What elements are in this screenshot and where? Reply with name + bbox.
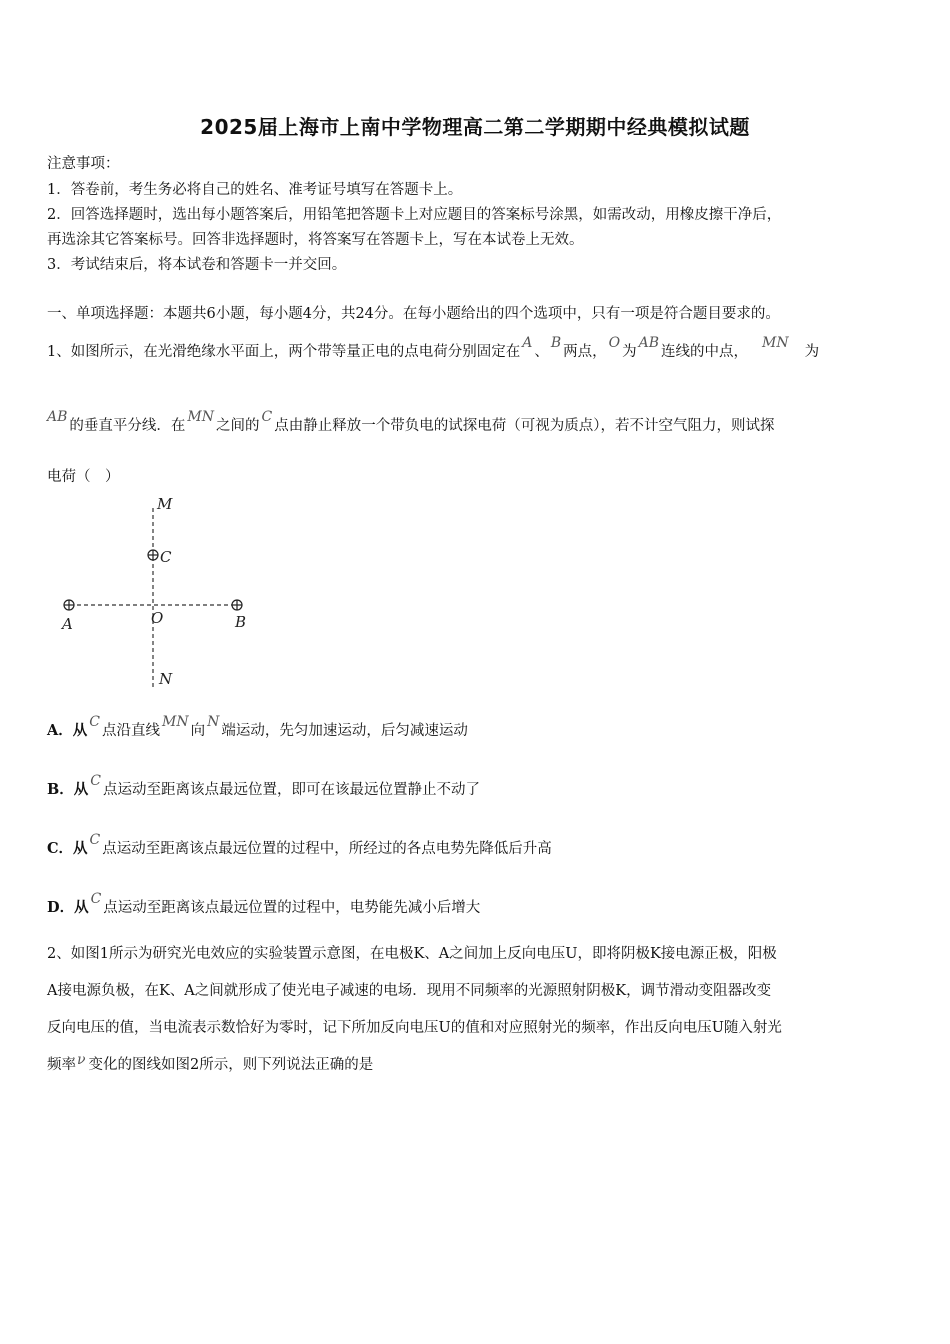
option-d <box>47 891 481 917</box>
label-C: C <box>160 548 172 566</box>
option-c <box>47 832 552 858</box>
symbol-C: C <box>89 714 100 730</box>
option-a-letter: A．从 <box>47 722 88 739</box>
symbol-A: A <box>522 335 533 351</box>
q2-line-1: 2、如图1所示为研究光电效应的实验装置示意图，在电极K、A之间加上反向电压U，即将阴极K接电源正极，阳极 <box>47 946 777 962</box>
label-A: A <box>62 615 73 633</box>
symbol-C: C <box>90 773 101 789</box>
charge-figure <box>50 490 270 695</box>
symbol-MN: MN <box>187 409 214 425</box>
option-b-text: 点运动至距离该点最远位置，即可在该最远位置静止不动了 <box>102 782 480 798</box>
option-a <box>47 714 468 740</box>
symbol-MN: MN <box>161 714 189 730</box>
q2-text: 变化的图线如图2所示，则下列说法正确的是 <box>88 1057 374 1073</box>
symbol-C: C <box>261 409 273 425</box>
notice-item-1: 1．答卷前，考生务必将自己的姓名、准考证号填写在答题卡上。 <box>47 182 463 198</box>
q1-text: 两点， <box>563 344 607 360</box>
symbol-AB: AB <box>638 335 660 351</box>
q1-text: 为 <box>622 344 637 360</box>
notice-item-2a: 2．回答选择题时，选出每小题答案后，用铅笔把答题卡上对应题目的答案标号涂黑，如需改动，用橡皮擦干净后， <box>47 207 782 223</box>
symbol-AB: AB <box>47 409 68 425</box>
charge-b-icon <box>232 600 242 610</box>
notice-item-3: 3．考试结束后，将本试卷和答题卡一并交回。 <box>47 257 347 273</box>
symbol-MN: MN <box>762 335 789 351</box>
q2-text: 频率 <box>47 1057 76 1073</box>
label-B: B <box>235 613 247 631</box>
label-N: N <box>159 670 173 688</box>
section-heading: 一、单项选择题：本题共6小题，每小题4分，共24分。在每小题给出的四个选项中，只有一项是符合题目要求的。 <box>47 306 780 322</box>
symbol-N: N <box>207 714 220 730</box>
option-a-text: 向 <box>190 723 206 739</box>
charge-c-icon <box>148 550 158 560</box>
symbol-C: C <box>90 891 102 907</box>
q2-line-4 <box>47 1053 373 1074</box>
symbol-O: O <box>608 335 621 351</box>
option-b-letter: B．从 <box>47 781 89 798</box>
option-a-text: 点沿直线 <box>101 723 160 739</box>
q1-line-2 <box>47 409 775 435</box>
charge-a-icon <box>64 600 74 610</box>
notice-item-2b: 再选涂其它答案标号。回答非选择题时，将答案写在答题卡上，写在本试卷上无效。 <box>47 232 584 248</box>
label-O: O <box>151 609 164 627</box>
q1-text: 为 <box>804 344 820 360</box>
q2-line-2: A接电源负极，在K、A之间就形成了使光电子减速的电场．现用不同频率的光源照射阴极K，调节滑动变阻器改变 <box>47 983 772 999</box>
q1-text: 之间的 <box>216 418 260 434</box>
q1-text: 1、如图所示，在光滑绝缘水平面上，两个带等量正电的点电荷分别固定在 <box>47 344 521 360</box>
symbol-B: B <box>550 335 562 351</box>
option-a-text: 端运动，先匀加速运动，后匀减速运动 <box>221 723 468 739</box>
option-c-text: 点运动至距离该点最远位置的过程中，所经过的各点电势先降低后升高 <box>102 841 552 857</box>
q1-text: 的垂直平分线．在 <box>69 418 186 434</box>
symbol-C: C <box>89 832 101 848</box>
q2-line-3: 反向电压的值，当电流表示数恰好为零时，记下所加反向电压U的值和对应照射光的频率，作出反向电压U随入射光 <box>47 1020 782 1036</box>
option-d-text: 点运动至距离该点最远位置的过程中，电势能先减小后增大 <box>103 900 481 916</box>
q1-text: 连线的中点， <box>661 344 749 360</box>
q1-line-3: 电荷（ ） <box>47 469 120 485</box>
notice-heading: 注意事项： <box>47 156 120 172</box>
symbol-nu: ν <box>77 1052 86 1068</box>
page-title: 2025届上海市上南中学物理高二第二学期期中经典模拟试题 <box>200 115 750 139</box>
option-c-letter: C．从 <box>47 840 88 857</box>
label-M: M <box>157 495 173 513</box>
option-b <box>47 773 480 799</box>
option-d-letter: D．从 <box>47 899 89 916</box>
q1-sep: 、 <box>534 344 549 360</box>
q1-line-1 <box>47 335 820 361</box>
q1-text: 点由静止释放一个带负电的试探电荷（可视为质点），若不计空气阻力，则试探 <box>274 418 775 434</box>
